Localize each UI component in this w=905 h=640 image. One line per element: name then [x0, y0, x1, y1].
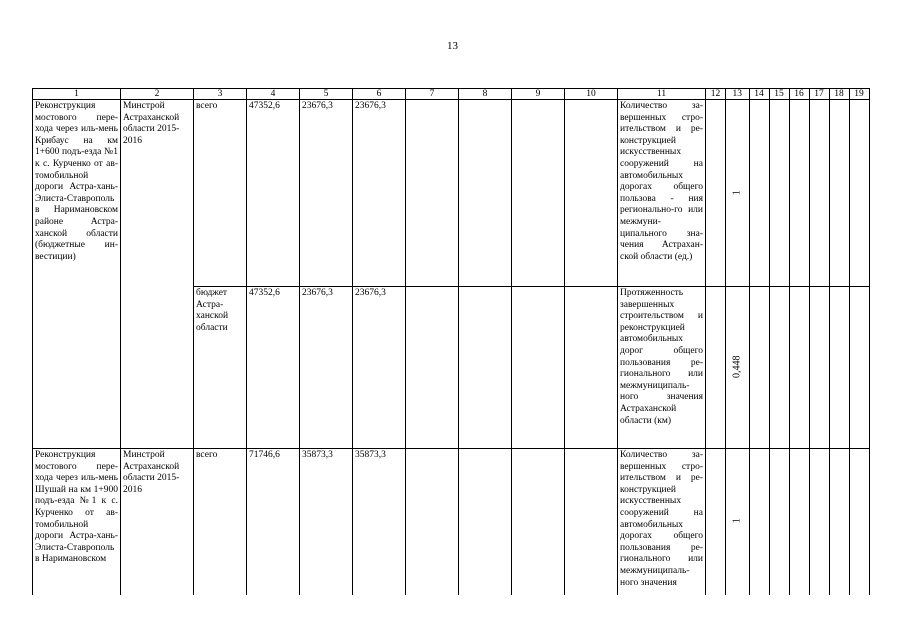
empty-cell — [849, 100, 869, 287]
col-num: 16 — [789, 89, 809, 100]
empty-cell — [565, 100, 618, 287]
col-num: 17 — [809, 89, 829, 100]
empty-cell — [769, 449, 789, 595]
col-num: 11 — [618, 89, 706, 100]
indicator-text: Протяженность завершенных строительством и реконструкцией автомобильных дорог общего пользования ре-гионального или межмуниципаль-ного значения Астраханской области (км) — [618, 287, 706, 449]
value-col4: 71746,6 — [247, 449, 300, 595]
empty-cell — [406, 100, 459, 287]
value-col6: 35873,3 — [353, 449, 406, 595]
indicator-value-col13: 1 — [726, 100, 750, 287]
indicator-value-col13: 0,448 — [726, 287, 750, 449]
empty-cell — [849, 449, 869, 595]
empty-cell — [406, 287, 459, 449]
empty-cell — [829, 449, 849, 595]
value-col4: 47352,6 — [247, 287, 300, 449]
empty-cell — [849, 287, 869, 449]
col-num: 3 — [194, 89, 247, 100]
funding-source: бюджет Астра-ханской области — [194, 287, 247, 449]
empty-cell — [809, 100, 829, 287]
measure-name: Реконструкция мостового пере-хода через иль-мень Шушай на км 1+900 подъ-езда №1 к с. Курченко от ав-томобильной дороги Астра-хань-Элиста-Ставрополь в Наримановском — [33, 449, 121, 595]
page-number: 13 — [447, 40, 458, 52]
empty-cell — [749, 100, 769, 287]
empty-cell — [706, 449, 726, 595]
column-number-row — [33, 89, 870, 100]
indicator-text: Количество за-вершенных стро-ительством и ре-конструкцией искусственных сооружений на автомобильных дорогах общего пользова - ния регионально-го или межмуни-ципального зна-чения Астрахан-ской области (ед.) — [618, 100, 706, 287]
empty-cell — [706, 100, 726, 287]
empty-cell — [706, 287, 726, 449]
table-row — [33, 449, 870, 595]
col-num: 7 — [406, 89, 459, 100]
col-num: 18 — [829, 89, 849, 100]
funding-source: всего — [194, 100, 247, 287]
col-num: 6 — [353, 89, 406, 100]
empty-cell — [406, 449, 459, 595]
empty-cell — [809, 287, 829, 449]
value-col5: 23676,3 — [300, 100, 353, 287]
value-col6: 23676,3 — [353, 100, 406, 287]
col-num: 13 — [726, 89, 750, 100]
empty-cell — [829, 287, 849, 449]
empty-cell — [459, 449, 512, 595]
value-col5: 35873,3 — [300, 449, 353, 595]
table-row — [33, 100, 870, 287]
value-col6: 23676,3 — [353, 287, 406, 449]
empty-cell — [829, 100, 849, 287]
empty-cell — [459, 287, 512, 449]
value-col4: 47352,6 — [247, 100, 300, 287]
empty-cell — [749, 449, 769, 595]
empty-cell — [512, 100, 565, 287]
empty-cell — [789, 449, 809, 595]
measure-name: Реконструкция мостового пере-хода через иль-мень Крибаус на км 1+600 подъ-езда №1 к с. Курченко от ав-томобильной дороги Астра-хань-Элиста-Ставрополь в Наримановском районе Астра-ханской области (бюджетные ин-вестиции) — [33, 100, 121, 449]
col-num: 4 — [247, 89, 300, 100]
empty-cell — [512, 449, 565, 595]
empty-cell — [769, 287, 789, 449]
col-num: 10 — [565, 89, 618, 100]
col-num: 9 — [512, 89, 565, 100]
col-num: 1 — [33, 89, 121, 100]
value-col5: 23676,3 — [300, 287, 353, 449]
executor-period: Минстрой Астраханской области 2015-2016 — [121, 100, 194, 449]
empty-cell — [512, 287, 565, 449]
empty-cell — [459, 100, 512, 287]
indicator-value-col13: 1 — [726, 449, 750, 595]
empty-cell — [749, 287, 769, 449]
indicator-text: Количество за-вершенных стро-ительством и ре-конструкцией искусственных сооружений на автомобильных дорогах общего пользования ре-гионального или межмуниципаль-ного значения — [618, 449, 706, 595]
program-table — [32, 88, 870, 595]
empty-cell — [565, 449, 618, 595]
col-num: 19 — [849, 89, 869, 100]
empty-cell — [565, 287, 618, 449]
empty-cell — [809, 449, 829, 595]
executor-period: Минстрой Астраханской области 2015-2016 — [121, 449, 194, 595]
col-num: 5 — [300, 89, 353, 100]
col-num: 12 — [706, 89, 726, 100]
col-num: 15 — [769, 89, 789, 100]
empty-cell — [789, 100, 809, 287]
funding-source: всего — [194, 449, 247, 595]
col-num: 8 — [459, 89, 512, 100]
empty-cell — [769, 100, 789, 287]
col-num: 2 — [121, 89, 194, 100]
col-num: 14 — [749, 89, 769, 100]
empty-cell — [789, 287, 809, 449]
